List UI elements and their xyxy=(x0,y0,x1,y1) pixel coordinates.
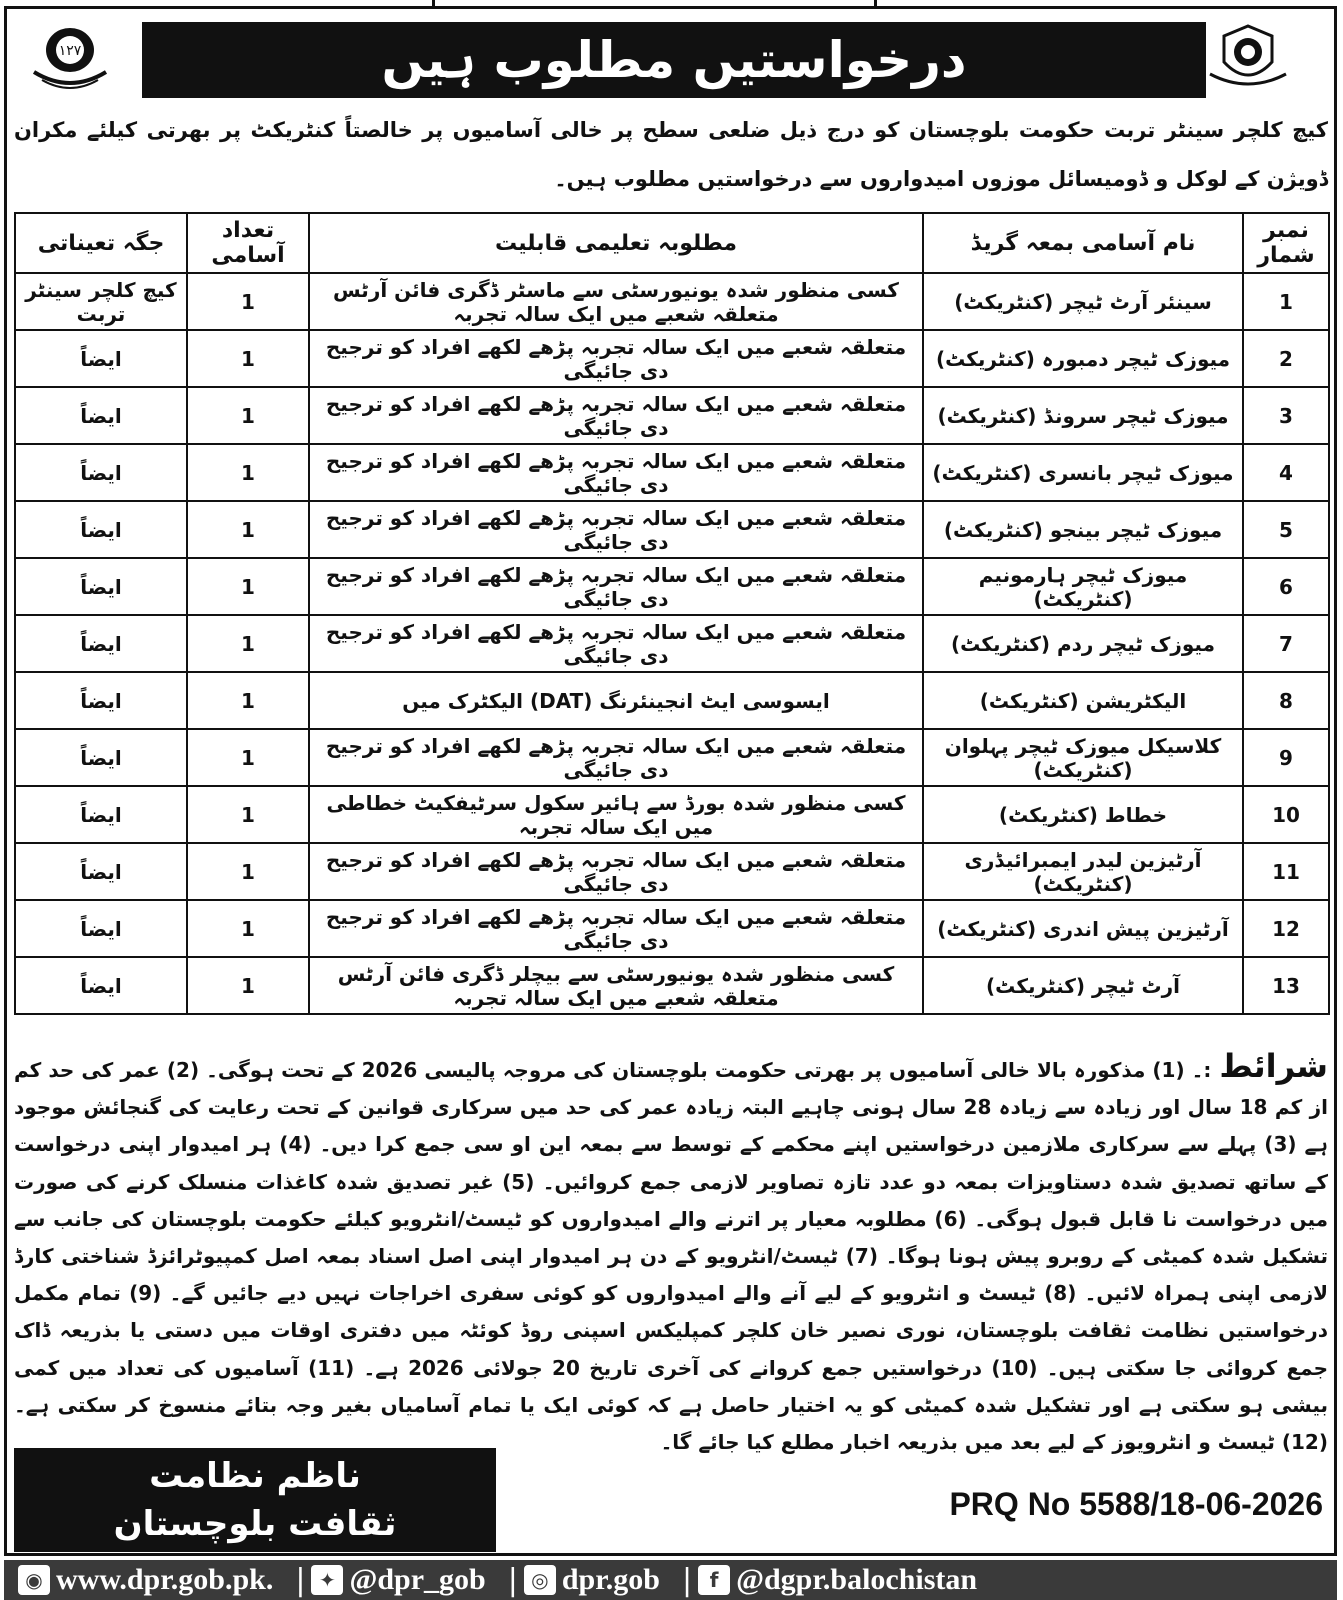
cell-qualification: متعلقہ شعبے میں ایک سالہ تجربہ پڑھے لکھے افراد کو ترجیح دی جائیگی xyxy=(309,843,923,900)
cell-qualification: کسی منظور شدہ یونیورسٹی سے بیچلر ڈگری فائن آرٹس متعلقہ شعبے میں ایک سالہ تجربہ xyxy=(309,957,923,1014)
prq-number: PRQ No 5588/18-06-2026 xyxy=(949,1486,1323,1522)
cell-serial: 4 xyxy=(1243,444,1329,501)
column-header-qualification: مطلوبہ تعلیمی قابلیت xyxy=(309,213,923,273)
column-header-posting: جگہ تعیناتی xyxy=(15,213,187,273)
cell-posting: ایضاً xyxy=(15,444,187,501)
cell-serial: 3 xyxy=(1243,387,1329,444)
column-header-count: تعداد آسامی xyxy=(187,213,309,273)
cell-count: 1 xyxy=(187,444,309,501)
cell-post: آرٹیزین پیش اندری (کنٹریکٹ) xyxy=(923,900,1243,957)
table-row xyxy=(15,330,1329,387)
cell-posting: ایضاً xyxy=(15,672,187,729)
signature-block xyxy=(14,1448,496,1552)
cell-serial: 13 xyxy=(1243,957,1329,1014)
cell-count: 1 xyxy=(187,615,309,672)
conditions-text: :۔ (1) مذکورہ بالا خالی آسامیوں پر بھرتی حکومت بلوچستان کی مروجہ پالیسی 2026 کے تحت ہوگی۔ (2) عمر کی حد کم از کم 18 سال اور زیادہ سے زیادہ 28 سال ہونی چاہیے البتہ زیادہ عمر کی حد میں سرکاری قوانین کے تحت رعایت کی گنجائش موجود ہے (3) پہلے سے سرکاری ملازمین درخواستیں اپنے محکمے کے توسط سے بمعہ این او سی جمع کرا دیں۔ (4) ہر امیدوار اپنی درخواست کے ساتھ تصدیق شدہ دستاویزات بمعہ دو عدد تازہ تصاویر لازمی جمع کروائیں۔ (5) غیر تصدیق شدہ کاغذات منسلک کرنے کی صورت میں درخواست نا قابل قبول ہوگی۔ (6) مطلوبہ معیار پر اترنے والے امیدواروں کو ٹیسٹ/انٹرویو کیلئے حکومت بلوچستان کی جانب سے تشکیل شدہ کمیٹی کے روبرو پیش ہونا ہوگا۔ (7) ٹیسٹ/انٹرویو کے دن ہر امیدوار اپنی اصل اسناد بمعہ اصل کمپیوٹرائزڈ شناختی کارڈ لازمی اپنی ہمراہ لائیں۔ (8) ٹیسٹ و انٹرویو کے لیے آنے والے امیدواروں کو کوئی سفری اخراجات نہیں دیے جائیں گے۔ (9) تمام مکمل درخواستیں نظامت ثقافت بلوچستان، نوری نصیر خان کلچر کمپلیکس اسپنی روڈ کوئٹہ میں دفتری اوقات میں دستی یا بذریعہ ڈاک جمع کروائی جا سکتی ہیں۔ (10) درخواستیں جمع کروانے کی آخری تاریخ 20 جولائی 2026 ہے۔ (11) آسامیوں کی تعداد میں کمی بیشی ہو سکتی ہے اور تشکیل شدہ کمیٹی کو یہ اختیار حاصل ہے کہ کوئی ایک یا تمام آسامیاں بغیر وجہ بتائے منسوخ کر سکتی ہے۔ (12) ٹیسٹ و انٹرویوز کے لیے بعد میں بذریعہ اخبار مطلع کیا جائے گا۔ xyxy=(14,1058,1328,1455)
cell-serial: 6 xyxy=(1243,558,1329,615)
cell-count: 1 xyxy=(187,786,309,843)
dgpr-emblem-right-icon xyxy=(1202,22,1294,92)
cell-posting: ایضاً xyxy=(15,387,187,444)
svg-text:۱۲۷: ۱۲۷ xyxy=(58,43,82,59)
cell-qualification: متعلقہ شعبے میں ایک سالہ تجربہ پڑھے لکھے افراد کو ترجیح دی جائیگی xyxy=(309,501,923,558)
page-title: درخواستیں مطلوب ہیں xyxy=(142,22,1206,98)
table-row xyxy=(15,900,1329,957)
cell-post: آرٹ ٹیچر (کنٹریکٹ) xyxy=(923,957,1243,1014)
cell-qualification: کسی منظور شدہ بورڈ سے ہائیر سکول سرٹیفکیٹ خطاطی میں ایک سالہ تجربہ xyxy=(309,786,923,843)
cell-post: سینئر آرٹ ٹیچر (کنٹریکٹ) xyxy=(923,273,1243,330)
cell-count: 1 xyxy=(187,330,309,387)
footer-separator: | xyxy=(295,1562,306,1598)
cell-posting: ایضاً xyxy=(15,900,187,957)
cell-posting: ایضاً xyxy=(15,615,187,672)
cell-qualification: متعلقہ شعبے میں ایک سالہ تجربہ پڑھے لکھے افراد کو ترجیح دی جائیگی xyxy=(309,387,923,444)
footer-website-text: www.dpr.gob.pk. xyxy=(56,1563,274,1596)
table-row xyxy=(15,273,1329,330)
footer-instagram-text: dpr.gob xyxy=(561,1563,660,1596)
cell-post: کلاسیکل میوزک ٹیچر پہلوان (کنٹریکٹ) xyxy=(923,729,1243,786)
cell-count: 1 xyxy=(187,729,309,786)
cell-posting: ایضاً xyxy=(15,330,187,387)
cell-qualification: ایسوسی ایٹ انجینئرنگ (DAT) الیکٹرک میں xyxy=(309,672,923,729)
instagram-icon: ◎ xyxy=(524,1565,556,1595)
signature-line-2: ثقافت بلوچستان xyxy=(113,1504,397,1544)
table-row xyxy=(15,501,1329,558)
cell-post: میوزک ٹیچر ردم (کنٹریکٹ) xyxy=(923,615,1243,672)
footer-website[interactable] xyxy=(18,1563,273,1597)
balochistan-emblem-left-icon xyxy=(24,22,116,92)
table-row xyxy=(15,672,1329,729)
cell-posting: ایضاً xyxy=(15,786,187,843)
footer-twitter[interactable] xyxy=(295,1563,485,1598)
facebook-icon: f xyxy=(698,1565,730,1595)
cell-posting: ایضاً xyxy=(15,729,187,786)
table-row xyxy=(15,387,1329,444)
cell-qualification: متعلقہ شعبے میں ایک سالہ تجربہ پڑھے لکھے افراد کو ترجیح دی جائیگی xyxy=(309,330,923,387)
cell-count: 1 xyxy=(187,843,309,900)
cell-serial: 10 xyxy=(1243,786,1329,843)
signature-line-1: ناظم نظامت xyxy=(149,1456,361,1496)
footer-separator: | xyxy=(681,1562,693,1598)
top-edge-mark xyxy=(874,0,877,8)
cell-serial: 8 xyxy=(1243,672,1329,729)
cell-count: 1 xyxy=(187,558,309,615)
cell-posting: کیچ کلچر سینٹر تربت xyxy=(15,273,187,330)
column-header-serial: نمبر شمار xyxy=(1243,213,1329,273)
table-row xyxy=(15,786,1329,843)
table-row xyxy=(15,957,1329,1014)
conditions-paragraph xyxy=(14,1047,1328,1455)
cell-serial: 1 xyxy=(1243,273,1329,330)
cell-qualification: کسی منظور شدہ یونیورسٹی سے ماسٹر ڈگری فائن آرٹس متعلقہ شعبے میں ایک سالہ تجربہ xyxy=(309,273,923,330)
cell-posting: ایضاً xyxy=(15,501,187,558)
cell-count: 1 xyxy=(187,900,309,957)
footer-separator: | xyxy=(507,1562,518,1598)
vacancies-table xyxy=(14,212,1330,1015)
cell-count: 1 xyxy=(187,387,309,444)
intro-paragraph: کیچ کلچر سینٹر تربت حکومت بلوچستان کو درج ذیل ضلعی سطح پر خالی آسامیوں پر خالصتاً کنٹریکٹ پر بھرتی کیلئے مکران ڈویژن کے لوکل و ڈومیسائل موزوں امیدواروں سے درخواستیں مطلوب ہیں۔ xyxy=(14,118,1328,191)
table-row xyxy=(15,615,1329,672)
table-row xyxy=(15,558,1329,615)
cell-count: 1 xyxy=(187,672,309,729)
globe-icon: ◉ xyxy=(18,1565,50,1595)
cell-count: 1 xyxy=(187,957,309,1014)
table-row xyxy=(15,843,1329,900)
footer-twitter-text: @dpr_gob xyxy=(349,1563,486,1596)
footer-bar xyxy=(4,1560,1337,1600)
top-edge-mark xyxy=(432,0,435,8)
cell-serial: 12 xyxy=(1243,900,1329,957)
cell-count: 1 xyxy=(187,273,309,330)
table-row xyxy=(15,444,1329,501)
cell-qualification: متعلقہ شعبے میں ایک سالہ تجربہ پڑھے لکھے افراد کو ترجیح دی جائیگی xyxy=(309,729,923,786)
cell-posting: ایضاً xyxy=(15,558,187,615)
cell-post: میوزک ٹیچر دمبورہ (کنٹریکٹ) xyxy=(923,330,1243,387)
twitter-icon: ✦ xyxy=(311,1565,343,1595)
cell-qualification: متعلقہ شعبے میں ایک سالہ تجربہ پڑھے لکھے افراد کو ترجیح دی جائیگی xyxy=(309,444,923,501)
footer-facebook[interactable] xyxy=(682,1563,977,1598)
column-header-post: نام آسامی بمعہ گریڈ xyxy=(923,213,1243,273)
table-header-row xyxy=(15,213,1329,273)
cell-posting: ایضاً xyxy=(15,843,187,900)
cell-qualification: متعلقہ شعبے میں ایک سالہ تجربہ پڑھے لکھے افراد کو ترجیح دی جائیگی xyxy=(309,615,923,672)
cell-qualification: متعلقہ شعبے میں ایک سالہ تجربہ پڑھے لکھے افراد کو ترجیح دی جائیگی xyxy=(309,558,923,615)
footer-facebook-text: @dgpr.balochistan xyxy=(736,1563,978,1596)
cell-post: میوزک ٹیچر ہارمونیم (کنٹریکٹ) xyxy=(923,558,1243,615)
cell-post: میوزک ٹیچر بانسری (کنٹریکٹ) xyxy=(923,444,1243,501)
cell-post: آرٹیزین لیدر ایمبرائیڈری (کنٹریکٹ) xyxy=(923,843,1243,900)
cell-serial: 7 xyxy=(1243,615,1329,672)
cell-post: میوزک ٹیچر بینجو (کنٹریکٹ) xyxy=(923,501,1243,558)
conditions-label: شرائط xyxy=(1219,1047,1328,1085)
cell-count: 1 xyxy=(187,501,309,558)
cell-serial: 5 xyxy=(1243,501,1329,558)
cell-serial: 9 xyxy=(1243,729,1329,786)
cell-post: خطاط (کنٹریکٹ) xyxy=(923,786,1243,843)
footer-instagram[interactable] xyxy=(508,1563,660,1598)
table-row xyxy=(15,729,1329,786)
cell-qualification: متعلقہ شعبے میں ایک سالہ تجربہ پڑھے لکھے افراد کو ترجیح دی جائیگی xyxy=(309,900,923,957)
cell-post: الیکٹریشن (کنٹریکٹ) xyxy=(923,672,1243,729)
cell-post: میوزک ٹیچر سرونڈ (کنٹریکٹ) xyxy=(923,387,1243,444)
cell-serial: 2 xyxy=(1243,330,1329,387)
cell-serial: 11 xyxy=(1243,843,1329,900)
cell-posting: ایضاً xyxy=(15,957,187,1014)
